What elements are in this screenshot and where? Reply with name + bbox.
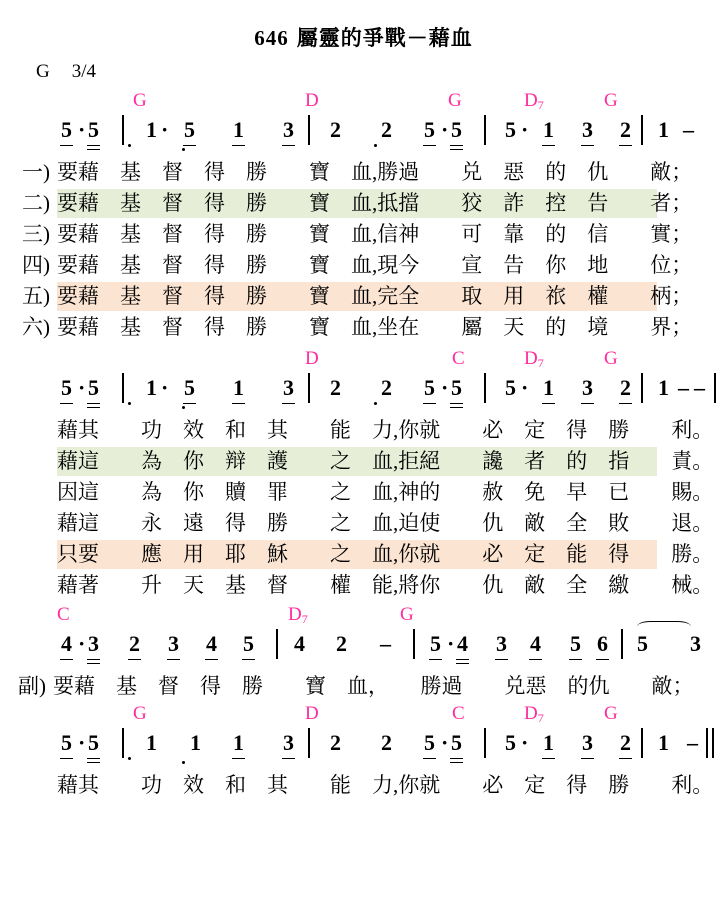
key-label: G <box>36 61 50 83</box>
note-5: 5 <box>184 117 195 143</box>
note-1: 1 <box>146 730 157 756</box>
chord-symbol: $D_7$ <box>524 90 544 113</box>
chord-symbol: G <box>604 90 618 112</box>
note-5: 5 <box>451 375 462 401</box>
note-5: 5 <box>570 631 581 657</box>
lyric-block-1 <box>0 157 727 343</box>
verse-text: 要藉 基 督 得 勝 寶 血， 勝過 兑惡 的仇 敵； <box>53 674 694 699</box>
note-2: 2 <box>330 375 341 401</box>
verse-text: 要藉 基 督 得 勝 寶 血,完全 取 用 祣 權 柄； <box>57 284 693 309</box>
note-5: 5 <box>451 117 462 143</box>
note-5: 5 <box>61 730 72 756</box>
note-dot: · <box>161 375 169 401</box>
note-5: 5 <box>88 375 99 401</box>
note-4: 4 <box>530 631 541 657</box>
lyric-row <box>0 281 727 312</box>
note-dot: · <box>521 730 529 756</box>
verse-text: 藉這 為 你 辩 護 之 血,拒絕 讒 者 的 指 責。 <box>57 449 714 474</box>
chord-symbol: C <box>452 703 465 725</box>
chord-symbol: D <box>305 703 319 725</box>
page-title <box>0 0 727 51</box>
note-4: 4 <box>61 631 72 657</box>
verse-number: 副) <box>18 674 46 699</box>
note-1: 1 <box>233 730 244 756</box>
verse-text: 要藉 基 督 得 勝 寶 血,勝過 兑 惡 的 仇 敵； <box>57 160 693 185</box>
note-6: 6 <box>597 631 608 657</box>
note-5: 5 <box>243 631 254 657</box>
note-dash: – <box>694 375 705 401</box>
note-dot: · <box>447 631 455 657</box>
lyric-row <box>0 250 727 281</box>
note-5: 5 <box>505 730 516 756</box>
chord-symbol: D <box>305 348 319 370</box>
verse-number: 二) <box>22 191 50 216</box>
chord-symbol: $D_7$ <box>524 348 544 371</box>
note-3: 3 <box>283 730 294 756</box>
verse-number: 五) <box>22 284 50 309</box>
note-dot: · <box>78 730 86 756</box>
lyric-block-2 <box>0 415 727 601</box>
lyric-row <box>0 157 727 188</box>
note-3: 3 <box>582 117 593 143</box>
chord-symbol: G <box>604 703 618 725</box>
note-1: 1 <box>233 375 244 401</box>
note-2: 2 <box>620 117 631 143</box>
chord-row-4 <box>0 704 727 730</box>
note-1: 1 <box>233 117 244 143</box>
note-3: 3 <box>496 631 507 657</box>
lyric-row <box>0 188 727 219</box>
key-signature-line <box>0 61 727 83</box>
chord-symbol: G <box>133 703 147 725</box>
note-4: 4 <box>294 631 305 657</box>
note-3: 3 <box>88 631 99 657</box>
chord-symbol: G <box>400 604 414 626</box>
note-dash: – <box>687 730 698 756</box>
chord-symbol: $D_7$ <box>288 604 308 627</box>
lyric-row <box>0 539 727 570</box>
note-5: 5 <box>88 730 99 756</box>
chord-row-3 <box>0 605 727 631</box>
lyric-row <box>0 477 727 508</box>
verse-number: 六) <box>22 315 50 340</box>
chord-row-1 <box>0 91 727 117</box>
verse-text: 藉著 升 天 基 督 權 能,將你 仇 敵 全 繳 械。 <box>57 573 714 598</box>
chord-symbol: D <box>305 90 319 112</box>
chord-row-2 <box>0 349 727 375</box>
note-dot: · <box>78 631 86 657</box>
note-dot: · <box>521 375 529 401</box>
note-1: 1 <box>658 730 669 756</box>
note-row-2 <box>0 375 727 415</box>
note-dot: · <box>441 117 449 143</box>
note-2: 2 <box>330 730 341 756</box>
lyric-row <box>0 508 727 539</box>
note-dot: · <box>161 117 169 143</box>
note-dash: – <box>380 631 391 657</box>
chord-symbol: $D_7$ <box>524 703 544 726</box>
note-2: 2 <box>620 375 631 401</box>
note-3: 3 <box>582 730 593 756</box>
music-system-4 <box>0 704 727 801</box>
chord-symbol: G <box>133 90 147 112</box>
chord-symbol: C <box>57 604 70 626</box>
note-5: 5 <box>88 117 99 143</box>
hymn-number: 646 <box>254 26 289 50</box>
verse-number: 四) <box>22 253 50 278</box>
note-2: 2 <box>620 730 631 756</box>
note-5: 5 <box>424 117 435 143</box>
chord-symbol: C <box>452 348 465 370</box>
note-5: 5 <box>61 375 72 401</box>
note-3: 3 <box>168 631 179 657</box>
chord-symbol: G <box>448 90 462 112</box>
note-1: 1 <box>543 117 554 143</box>
note-5: 5 <box>505 375 516 401</box>
chord-symbol: G <box>604 348 618 370</box>
note-dash: – <box>678 375 689 401</box>
note-5: 5 <box>430 631 441 657</box>
note-dot: · <box>78 375 86 401</box>
lyric-block-4 <box>0 770 727 801</box>
note-row-4 <box>0 730 727 770</box>
music-system-1 <box>0 91 727 343</box>
lyric-row <box>0 570 727 601</box>
verse-text: 藉這 永 遠 得 勝 之 血,迫使 仇 敵 全 敗 退。 <box>57 511 714 536</box>
note-1: 1 <box>543 730 554 756</box>
verse-text: 要藉 基 督 得 勝 寶 血,信神 可 靠 的 信 實； <box>57 222 693 247</box>
note-5: 5 <box>424 730 435 756</box>
verse-number: 三) <box>22 222 50 247</box>
note-4: 4 <box>206 631 217 657</box>
note-dot: · <box>521 117 529 143</box>
note-1: 1 <box>543 375 554 401</box>
note-3: 3 <box>283 117 294 143</box>
lyric-block-3 <box>0 671 727 702</box>
note-5: 5 <box>61 117 72 143</box>
lyric-row <box>0 446 727 477</box>
verse-text: 藉其 功 效 和 其 能 力,你就 必 定 得 勝 利。 <box>57 418 714 443</box>
music-system-2 <box>0 349 727 601</box>
note-2: 2 <box>336 631 347 657</box>
note-dot: · <box>441 730 449 756</box>
note-dot: · <box>78 117 86 143</box>
note-row-1 <box>0 117 727 157</box>
hymn-title-text: 屬靈的爭戰－藉血 <box>296 26 473 50</box>
note-5: 5 <box>637 631 648 657</box>
verse-text: 藉其 功 效 和 其 能 力,你就 必 定 得 勝 利。 <box>57 773 714 798</box>
note-5: 5 <box>451 730 462 756</box>
lyric-row <box>0 415 727 446</box>
note-3: 3 <box>690 631 701 657</box>
meter-label: 3/4 <box>71 61 97 83</box>
verse-text: 因這 為 你 贖 罪 之 血,神的 赦 免 早 已 賜。 <box>57 480 714 505</box>
lyric-row <box>0 312 727 343</box>
note-2: 2 <box>330 117 341 143</box>
note-4: 4 <box>457 631 468 657</box>
verse-text: 要藉 基 督 得 勝 寶 血,坐在 屬 天 的 境 界； <box>57 315 693 340</box>
note-1: 1 <box>658 117 669 143</box>
note-1: 1 <box>146 375 157 401</box>
note-5: 5 <box>184 375 195 401</box>
note-2: 2 <box>381 375 392 401</box>
note-3: 3 <box>582 375 593 401</box>
note-dot: · <box>441 375 449 401</box>
note-5: 5 <box>505 117 516 143</box>
note-5: 5 <box>424 375 435 401</box>
note-3: 3 <box>283 375 294 401</box>
verse-text: 要藉 基 督 得 勝 寶 血,現今 宣 告 你 地 位； <box>57 253 693 278</box>
verse-text: 只要 應 用 耶 穌 之 血,你就 必 定 能 得 勝。 <box>57 542 714 567</box>
note-2: 2 <box>381 730 392 756</box>
note-1: 1 <box>146 117 157 143</box>
note-1: 1 <box>658 375 669 401</box>
music-system-3-chorus <box>0 605 727 702</box>
lyric-row <box>0 770 727 801</box>
note-1: 1 <box>190 730 201 756</box>
lyric-row <box>0 219 727 250</box>
verse-number: 一) <box>22 160 50 185</box>
note-2: 2 <box>381 117 392 143</box>
lyric-row <box>0 671 727 702</box>
note-2: 2 <box>129 631 140 657</box>
note-dash: – <box>683 117 694 143</box>
note-row-3 <box>0 631 727 671</box>
verse-text: 要藉 基 督 得 勝 寶 血,抵擋 狡 詐 控 告 者； <box>57 191 693 216</box>
